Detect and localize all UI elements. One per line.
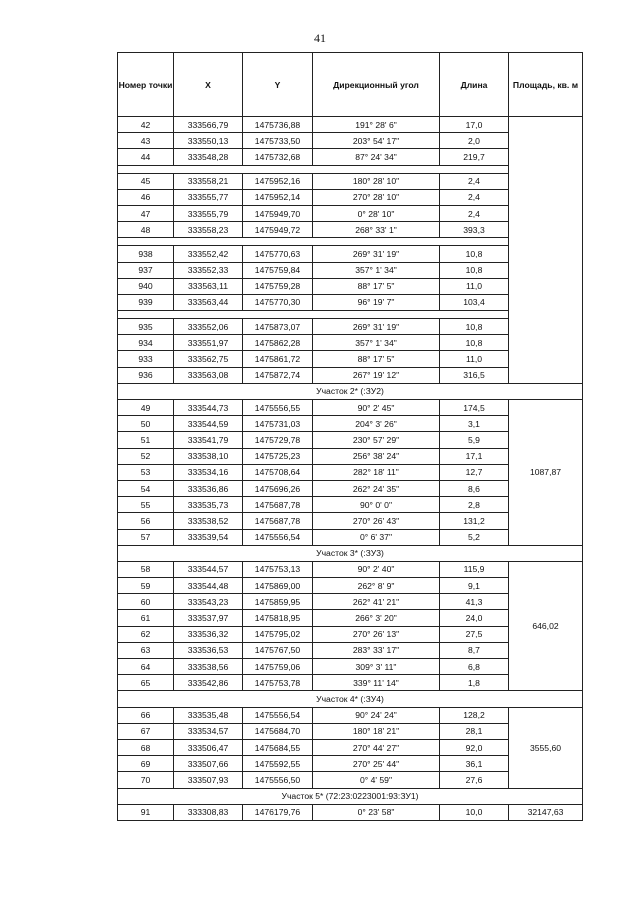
direction-angle-cell: 262° 41' 21" <box>313 594 440 610</box>
table-row <box>118 117 583 133</box>
direction-angle-cell: 266° 3' 20" <box>313 610 440 626</box>
x-coordinate-cell: 333552,06 <box>174 319 243 335</box>
length-cell: 131,2 <box>440 513 509 529</box>
x-coordinate-cell: 333308,83 <box>174 804 243 820</box>
section-title: Участок 2* (:ЗУ2) <box>118 383 583 399</box>
direction-angle-cell: 204° 3' 26" <box>313 416 440 432</box>
direction-angle-cell: 262° 8' 9" <box>313 578 440 594</box>
x-coordinate-cell: 333566,79 <box>174 117 243 133</box>
point-number-cell: 935 <box>118 319 174 335</box>
direction-angle-cell: 269° 31' 19" <box>313 319 440 335</box>
y-coordinate-cell: 1475556,54 <box>243 707 313 723</box>
area-cell: 32147,63 <box>509 804 583 820</box>
spacer-cell <box>118 238 509 246</box>
x-coordinate-cell: 333534,57 <box>174 723 243 739</box>
y-coordinate-cell: 1475861,72 <box>243 351 313 367</box>
point-number-cell: 60 <box>118 594 174 610</box>
x-coordinate-cell: 333551,97 <box>174 335 243 351</box>
y-coordinate-cell: 1475556,55 <box>243 400 313 416</box>
point-number-cell: 48 <box>118 222 174 238</box>
length-cell: 27,6 <box>440 772 509 788</box>
point-number-cell: 43 <box>118 133 174 149</box>
x-coordinate-cell: 333542,86 <box>174 675 243 691</box>
y-coordinate-cell: 1475687,78 <box>243 513 313 529</box>
point-number-cell: 68 <box>118 739 174 755</box>
point-number-cell: 54 <box>118 480 174 496</box>
x-coordinate-cell: 333562,75 <box>174 351 243 367</box>
length-cell: 8,7 <box>440 642 509 658</box>
point-number-cell: 933 <box>118 351 174 367</box>
length-cell: 103,4 <box>440 294 509 310</box>
x-coordinate-cell: 333535,48 <box>174 707 243 723</box>
length-cell: 3,1 <box>440 416 509 432</box>
header-x: X <box>174 53 243 117</box>
x-coordinate-cell: 333507,93 <box>174 772 243 788</box>
point-number-cell: 42 <box>118 117 174 133</box>
x-coordinate-cell: 333544,73 <box>174 400 243 416</box>
x-coordinate-cell: 333558,23 <box>174 222 243 238</box>
y-coordinate-cell: 1475708,64 <box>243 464 313 480</box>
length-cell: 27,5 <box>440 626 509 642</box>
direction-angle-cell: 267° 19' 12" <box>313 367 440 383</box>
x-coordinate-cell: 333544,59 <box>174 416 243 432</box>
header-y: Y <box>243 53 313 117</box>
length-cell: 10,8 <box>440 246 509 262</box>
length-cell: 9,1 <box>440 578 509 594</box>
length-cell: 11,0 <box>440 351 509 367</box>
direction-angle-cell: 357° 1' 34" <box>313 262 440 278</box>
direction-angle-cell: 268° 33' 1" <box>313 222 440 238</box>
length-cell: 219,7 <box>440 149 509 165</box>
y-coordinate-cell: 1475696,26 <box>243 480 313 496</box>
point-number-cell: 938 <box>118 246 174 262</box>
section-title-row <box>118 383 583 399</box>
length-cell: 2,4 <box>440 173 509 189</box>
point-number-cell: 70 <box>118 772 174 788</box>
y-coordinate-cell: 1475556,54 <box>243 529 313 545</box>
y-coordinate-cell: 1475733,50 <box>243 133 313 149</box>
x-coordinate-cell: 333544,48 <box>174 578 243 594</box>
point-number-cell: 53 <box>118 464 174 480</box>
point-number-cell: 91 <box>118 804 174 820</box>
direction-angle-cell: 0° 28' 10" <box>313 205 440 221</box>
x-coordinate-cell: 333563,08 <box>174 367 243 383</box>
y-coordinate-cell: 1475753,78 <box>243 675 313 691</box>
length-cell: 17,0 <box>440 117 509 133</box>
x-coordinate-cell: 333535,73 <box>174 497 243 513</box>
x-coordinate-cell: 333558,21 <box>174 173 243 189</box>
section-title-row <box>118 545 583 561</box>
point-number-cell: 61 <box>118 610 174 626</box>
length-cell: 10,0 <box>440 804 509 820</box>
y-coordinate-cell: 1475729,78 <box>243 432 313 448</box>
point-number-cell: 65 <box>118 675 174 691</box>
direction-angle-cell: 0° 4' 59" <box>313 772 440 788</box>
length-cell: 393,3 <box>440 222 509 238</box>
direction-angle-cell: 90° 2' 45" <box>313 400 440 416</box>
point-number-cell: 63 <box>118 642 174 658</box>
table-row <box>118 707 583 723</box>
table-header-row <box>118 53 583 117</box>
x-coordinate-cell: 333536,53 <box>174 642 243 658</box>
x-coordinate-cell: 333550,13 <box>174 133 243 149</box>
direction-angle-cell: 203° 54' 17" <box>313 133 440 149</box>
x-coordinate-cell: 333552,42 <box>174 246 243 262</box>
section-title-row <box>118 691 583 707</box>
table-body <box>118 117 583 821</box>
area-cell <box>509 117 583 384</box>
header-direction-angle: Дирекционный угол <box>313 53 440 117</box>
x-coordinate-cell: 333536,86 <box>174 480 243 496</box>
point-number-cell: 49 <box>118 400 174 416</box>
direction-angle-cell: 90° 0' 0" <box>313 497 440 513</box>
x-coordinate-cell: 333555,79 <box>174 205 243 221</box>
coordinates-table <box>117 52 583 821</box>
point-number-cell: 59 <box>118 578 174 594</box>
x-coordinate-cell: 333563,44 <box>174 294 243 310</box>
direction-angle-cell: 339° 11' 14" <box>313 675 440 691</box>
y-coordinate-cell: 1475949,70 <box>243 205 313 221</box>
length-cell: 24,0 <box>440 610 509 626</box>
direction-angle-cell: 270° 26' 13" <box>313 626 440 642</box>
direction-angle-cell: 270° 28' 10" <box>313 189 440 205</box>
x-coordinate-cell: 333506,47 <box>174 739 243 755</box>
header-length: Длина <box>440 53 509 117</box>
point-number-cell: 936 <box>118 367 174 383</box>
y-coordinate-cell: 1475952,16 <box>243 173 313 189</box>
length-cell: 41,3 <box>440 594 509 610</box>
y-coordinate-cell: 1475556,50 <box>243 772 313 788</box>
length-cell: 6,8 <box>440 659 509 675</box>
y-coordinate-cell: 1475731,03 <box>243 416 313 432</box>
point-number-cell: 52 <box>118 448 174 464</box>
length-cell: 36,1 <box>440 756 509 772</box>
y-coordinate-cell: 1475872,74 <box>243 367 313 383</box>
x-coordinate-cell: 333507,66 <box>174 756 243 772</box>
y-coordinate-cell: 1475753,13 <box>243 561 313 577</box>
length-cell: 128,2 <box>440 707 509 723</box>
length-cell: 8,6 <box>440 480 509 496</box>
point-number-cell: 51 <box>118 432 174 448</box>
point-number-cell: 47 <box>118 205 174 221</box>
length-cell: 12,7 <box>440 464 509 480</box>
length-cell: 1,8 <box>440 675 509 691</box>
y-coordinate-cell: 1475687,78 <box>243 497 313 513</box>
direction-angle-cell: 180° 28' 10" <box>313 173 440 189</box>
point-number-cell: 69 <box>118 756 174 772</box>
x-coordinate-cell: 333539,54 <box>174 529 243 545</box>
direction-angle-cell: 283° 33' 17" <box>313 642 440 658</box>
x-coordinate-cell: 333541,79 <box>174 432 243 448</box>
x-coordinate-cell: 333544,57 <box>174 561 243 577</box>
x-coordinate-cell: 333538,52 <box>174 513 243 529</box>
length-cell: 10,8 <box>440 335 509 351</box>
length-cell: 2,0 <box>440 133 509 149</box>
y-coordinate-cell: 1475869,00 <box>243 578 313 594</box>
length-cell: 17,1 <box>440 448 509 464</box>
point-number-cell: 64 <box>118 659 174 675</box>
y-coordinate-cell: 1475818,95 <box>243 610 313 626</box>
point-number-cell: 45 <box>118 173 174 189</box>
x-coordinate-cell: 333563,11 <box>174 278 243 294</box>
point-number-cell: 46 <box>118 189 174 205</box>
length-cell: 11,0 <box>440 278 509 294</box>
point-number-cell: 55 <box>118 497 174 513</box>
y-coordinate-cell: 1475795,02 <box>243 626 313 642</box>
page-number: 41 <box>314 31 326 45</box>
direction-angle-cell: 262° 24' 35" <box>313 480 440 496</box>
y-coordinate-cell: 1475759,28 <box>243 278 313 294</box>
y-coordinate-cell: 1475952,14 <box>243 189 313 205</box>
y-coordinate-cell: 1475770,30 <box>243 294 313 310</box>
direction-angle-cell: 191° 28' 6" <box>313 117 440 133</box>
x-coordinate-cell: 333548,28 <box>174 149 243 165</box>
y-coordinate-cell: 1476179,76 <box>243 804 313 820</box>
area-cell: 3555,60 <box>509 707 583 788</box>
point-number-cell: 940 <box>118 278 174 294</box>
point-number-cell: 937 <box>118 262 174 278</box>
x-coordinate-cell: 333538,56 <box>174 659 243 675</box>
x-coordinate-cell: 333543,23 <box>174 594 243 610</box>
section-title: Участок 3* (:ЗУ3) <box>118 545 583 561</box>
length-cell: 10,8 <box>440 319 509 335</box>
y-coordinate-cell: 1475732,68 <box>243 149 313 165</box>
length-cell: 10,8 <box>440 262 509 278</box>
y-coordinate-cell: 1475862,28 <box>243 335 313 351</box>
direction-angle-cell: 357° 1' 34" <box>313 335 440 351</box>
x-coordinate-cell: 333555,77 <box>174 189 243 205</box>
direction-angle-cell: 270° 25' 44" <box>313 756 440 772</box>
x-coordinate-cell: 333536,32 <box>174 626 243 642</box>
length-cell: 92,0 <box>440 739 509 755</box>
y-coordinate-cell: 1475736,88 <box>243 117 313 133</box>
length-cell: 115,9 <box>440 561 509 577</box>
section-title: Участок 5* (72:23:0223001:93:ЗУ1) <box>118 788 583 804</box>
direction-angle-cell: 309° 3' 11" <box>313 659 440 675</box>
header-point-number: Номер точки <box>118 53 174 117</box>
point-number-cell: 57 <box>118 529 174 545</box>
point-number-cell: 44 <box>118 149 174 165</box>
length-cell: 5,9 <box>440 432 509 448</box>
direction-angle-cell: 0° 23' 58" <box>313 804 440 820</box>
y-coordinate-cell: 1475767,50 <box>243 642 313 658</box>
length-cell: 2,4 <box>440 189 509 205</box>
point-number-cell: 58 <box>118 561 174 577</box>
area-cell: 646,02 <box>509 561 583 691</box>
point-number-cell: 934 <box>118 335 174 351</box>
length-cell: 174,5 <box>440 400 509 416</box>
y-coordinate-cell: 1475759,06 <box>243 659 313 675</box>
section-title-row <box>118 788 583 804</box>
y-coordinate-cell: 1475684,55 <box>243 739 313 755</box>
direction-angle-cell: 90° 2' 40" <box>313 561 440 577</box>
direction-angle-cell: 269° 31' 19" <box>313 246 440 262</box>
y-coordinate-cell: 1475859,95 <box>243 594 313 610</box>
direction-angle-cell: 180° 18' 21" <box>313 723 440 739</box>
area-cell: 1087,87 <box>509 400 583 546</box>
y-coordinate-cell: 1475725,23 <box>243 448 313 464</box>
direction-angle-cell: 88° 17' 5" <box>313 351 440 367</box>
table-row <box>118 400 583 416</box>
y-coordinate-cell: 1475873,07 <box>243 319 313 335</box>
x-coordinate-cell: 333538,10 <box>174 448 243 464</box>
y-coordinate-cell: 1475949,72 <box>243 222 313 238</box>
direction-angle-cell: 230° 57' 29" <box>313 432 440 448</box>
point-number-cell: 62 <box>118 626 174 642</box>
y-coordinate-cell: 1475770,63 <box>243 246 313 262</box>
header-area: Площадь, кв. м <box>509 53 583 117</box>
x-coordinate-cell: 333537,97 <box>174 610 243 626</box>
direction-angle-cell: 0° 6' 37" <box>313 529 440 545</box>
length-cell: 28,1 <box>440 723 509 739</box>
direction-angle-cell: 282° 18' 11" <box>313 464 440 480</box>
length-cell: 316,5 <box>440 367 509 383</box>
direction-angle-cell: 87° 24' 34" <box>313 149 440 165</box>
y-coordinate-cell: 1475759,84 <box>243 262 313 278</box>
direction-angle-cell: 88° 17' 5" <box>313 278 440 294</box>
point-number-cell: 56 <box>118 513 174 529</box>
table-row <box>118 804 583 820</box>
length-cell: 2,4 <box>440 205 509 221</box>
length-cell: 2,8 <box>440 497 509 513</box>
direction-angle-cell: 256° 38' 24" <box>313 448 440 464</box>
x-coordinate-cell: 333552,33 <box>174 262 243 278</box>
direction-angle-cell: 96° 19' 7" <box>313 294 440 310</box>
point-number-cell: 939 <box>118 294 174 310</box>
y-coordinate-cell: 1475592,55 <box>243 756 313 772</box>
point-number-cell: 50 <box>118 416 174 432</box>
x-coordinate-cell: 333534,16 <box>174 464 243 480</box>
length-cell: 5,2 <box>440 529 509 545</box>
point-number-cell: 66 <box>118 707 174 723</box>
spacer-cell <box>118 311 509 319</box>
point-number-cell: 67 <box>118 723 174 739</box>
direction-angle-cell: 270° 26' 43" <box>313 513 440 529</box>
y-coordinate-cell: 1475684,70 <box>243 723 313 739</box>
section-title: Участок 4* (:ЗУ4) <box>118 691 583 707</box>
table-row <box>118 561 583 577</box>
direction-angle-cell: 270° 44' 27" <box>313 739 440 755</box>
direction-angle-cell: 90° 24' 24" <box>313 707 440 723</box>
spacer-cell <box>118 165 509 173</box>
